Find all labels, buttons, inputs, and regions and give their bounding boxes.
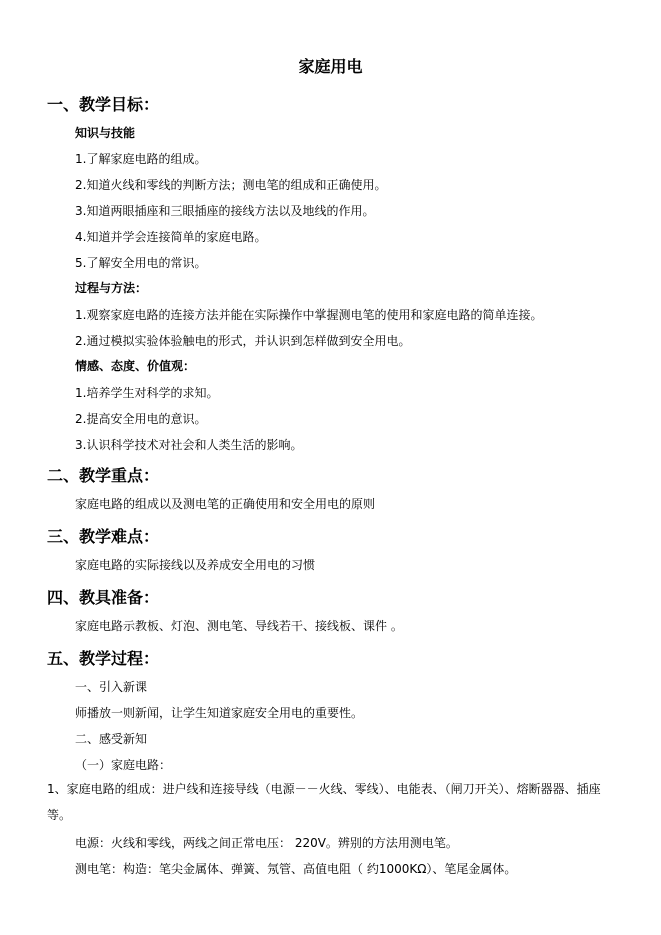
- subheading-knowledge: 知识与技能: [75, 126, 136, 140]
- list-item: 2.提高安全用电的意识。: [75, 412, 207, 426]
- subheading-process: 过程与方法：: [75, 281, 148, 295]
- section-heading-difficulties: 三、教学难点：: [47, 527, 160, 546]
- paragraph: 家庭电路的组成以及测电笔的正确使用和安全用电的原则: [75, 497, 376, 511]
- paragraph: 师播放一则新闻，让学生知道家庭安全用电的重要性。: [75, 706, 364, 720]
- list-item: 2.通过模拟实验体验触电的形式，并认识到怎样做到安全用电。: [75, 334, 411, 348]
- list-item: 1.观察家庭电路的连接方法并能在实际操作中掌握测电笔的使用和家庭电路的简单连接。: [75, 308, 543, 322]
- list-item: 3.认识科学技术对社会和人类生活的影响。: [75, 438, 303, 452]
- paragraph: 一、引入新课: [75, 680, 148, 694]
- section-heading-goals: 一、教学目标：: [47, 95, 160, 114]
- list-item: 2.知道火线和零线的判断方法；测电笔的组成和正确使用。: [75, 178, 387, 192]
- section-heading-materials: 四、教具准备：: [47, 588, 160, 607]
- paragraph: 二、感受新知: [75, 732, 148, 746]
- document-title: 家庭用电: [298, 57, 363, 76]
- paragraph: [47, 776, 614, 828]
- paragraph: （一）家庭电路：: [75, 758, 172, 772]
- section-heading-process: 五、教学过程：: [47, 649, 160, 668]
- list-item: 1.了解家庭电路的组成。: [75, 152, 207, 166]
- section-heading-key-points: 二、教学重点：: [47, 466, 160, 485]
- paragraph: 测电笔：构造：笔尖金属体、弹簧、氖管、高值电阻（ 约1000KΩ）、笔尾金属体。: [75, 862, 517, 876]
- paragraph: 家庭电路示教板、灯泡、测电笔、导线若干、接线板、课件 。: [75, 619, 403, 633]
- list-item: 3.知道两眼插座和三眼插座的接线方法以及地线的作用。: [75, 204, 375, 218]
- list-item: 5.了解安全用电的常识。: [75, 256, 207, 270]
- list-item: 4.知道并学会连接简单的家庭电路。: [75, 230, 267, 244]
- paragraph: 家庭电路的实际接线以及养成安全用电的习惯: [75, 558, 316, 572]
- subheading-emotion: 情感、态度、价值观：: [75, 359, 196, 373]
- list-item: 1.培养学生对科学的求知。: [75, 386, 219, 400]
- paragraph: 电源：火线和零线，两线之间正常电压： 220V。辨别的方法用测电笔。: [75, 836, 458, 850]
- paragraph-text: 1、家庭电路的组成：进户线和连接导线（电源－－火线、零线）、电能表、（闸刀开关）、熔断器器、插座等。: [47, 782, 601, 822]
